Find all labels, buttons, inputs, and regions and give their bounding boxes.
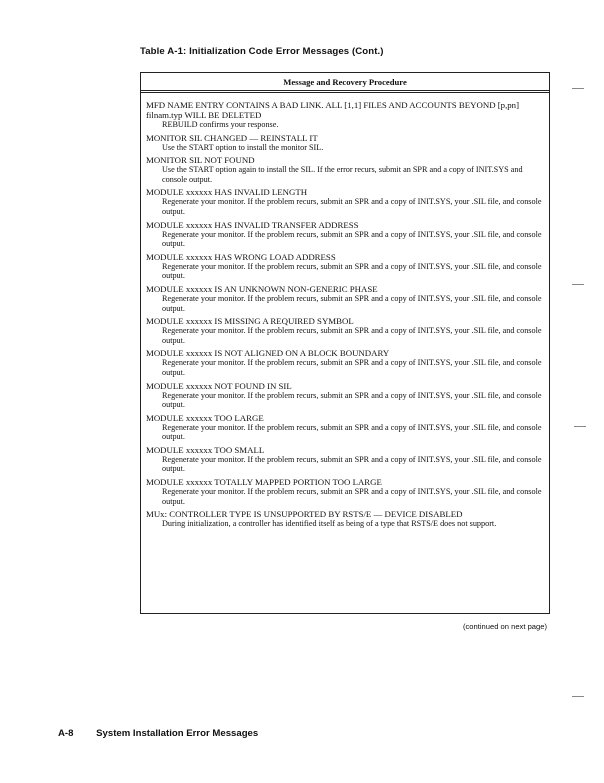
table-row (146, 187, 543, 216)
error-message: MODULE xxxxxx HAS INVALID LENGTH (146, 187, 308, 198)
table-row (146, 413, 543, 442)
margin-mark (572, 696, 584, 697)
table-row (146, 100, 543, 130)
table-entries (146, 100, 543, 532)
error-message: MODULE xxxxxx IS MISSING A REQUIRED SYMBOL (146, 316, 354, 327)
recovery-procedure: REBUILD confirms your response. (162, 120, 279, 129)
error-message: MODULE xxxxxx TOTALLY MAPPED PORTION TOO LARGE (146, 477, 382, 488)
recovery-procedure: Regenerate your monitor. If the problem recurs, submit an SPR and a copy of INIT.SYS, your .SIL file, and console output. (162, 390, 542, 410)
margin-mark (572, 284, 584, 285)
recovery-procedure: Use the START option again to install the SIL. If the error recurs, submit an SPR and a copy of INIT.SYS and console output. (162, 165, 523, 184)
table-caption: Table A-1: Initialization Code Error Messages (Cont.) (140, 46, 384, 57)
footer-title: System Installation Error Messages (96, 728, 259, 739)
margin-mark (572, 88, 584, 89)
recovery-procedure: Regenerate your monitor. If the problem recurs, submit an SPR and a copy of INIT.SYS, your .SIL file, and console output. (162, 293, 542, 313)
recovery-procedure: Regenerate your monitor. If the problem recurs, submit an SPR and a copy of INIT.SYS, your .SIL file, and console output. (162, 229, 542, 249)
continued-note: (continued on next page) (462, 622, 547, 631)
recovery-procedure: During initialization, a controller has identified itself as being of a type that RSTS/E does not support. (162, 519, 497, 529)
error-message: MODULE xxxxxx IS NOT ALIGNED ON A BLOCK BOUNDARY (146, 348, 390, 359)
error-message: MODULE xxxxxx HAS INVALID TRANSFER ADDRESS (146, 219, 359, 230)
error-message: MODULE xxxxxx HAS WRONG LOAD ADDRESS (146, 251, 336, 262)
recovery-procedure: Regenerate your monitor. If the problem recurs, submit an SPR and a copy of INIT.SYS, your .SIL file, and console output. (162, 326, 542, 345)
recovery-procedure: Regenerate your monitor. If the problem recurs, submit an SPR and a copy of INIT.SYS, your .SIL file, and console output. (162, 261, 542, 281)
table-row (146, 155, 543, 184)
table-row (146, 477, 543, 506)
table-row (146, 348, 543, 377)
error-message: MODULE xxxxxx TOO SMALL (146, 444, 265, 455)
error-message: MONITOR SIL CHANGED — REINSTALL IT (146, 132, 318, 143)
recovery-procedure: Use the START option to install the monitor SIL. (162, 142, 324, 152)
page-number: A-8 (58, 728, 74, 739)
recovery-procedure: Regenerate your monitor. If the problem recurs, submit an SPR and a copy of INIT.SYS, your .SIL file, and console output. (162, 422, 542, 442)
header-rule (141, 92, 549, 93)
table-row (146, 381, 543, 410)
error-table (140, 72, 550, 614)
table-row (146, 252, 543, 281)
error-message: MONITOR SIL NOT FOUND (146, 155, 255, 166)
recovery-procedure: Regenerate your monitor. If the problem recurs, submit an SPR and a copy of INIT.SYS, your .SIL file, and console output. (162, 358, 542, 377)
table-row (146, 284, 543, 313)
table-row (146, 316, 543, 345)
table-row (146, 509, 543, 529)
recovery-procedure: Regenerate your monitor. If the problem recurs, submit an SPR and a copy of INIT.SYS, your .SIL file, and console output. (162, 487, 542, 506)
table-row (146, 445, 543, 474)
error-message: MFD NAME ENTRY CONTAINS A BAD LINK. ALL [1,1] FILES AND ACCOUNTS BEYOND [p,pn] filnam.typ WILL BE DELETED (146, 100, 520, 120)
error-message: MODULE xxxxxx IS AN UNKNOWN NON-GENERIC PHASE (146, 283, 378, 294)
error-message: MODULE xxxxxx NOT FOUND IN SIL (146, 380, 292, 391)
recovery-procedure: Regenerate your monitor. If the problem recurs, submit an SPR and a copy of INIT.SYS, your .SIL file, and console output. (162, 197, 542, 216)
table-row (146, 220, 543, 249)
page-footer (58, 728, 258, 739)
table-row (146, 133, 543, 153)
error-message: MODULE xxxxxx TOO LARGE (146, 412, 264, 423)
margin-mark (574, 426, 586, 427)
recovery-procedure: Regenerate your monitor. If the problem recurs, submit an SPR and a copy of INIT.SYS, your .SIL file, and console output. (162, 454, 542, 474)
table-header: Message and Recovery Procedure (141, 73, 549, 91)
error-message: MUx: CONTROLLER TYPE IS UNSUPPORTED BY RSTS/E — DEVICE DISABLED (146, 509, 463, 520)
